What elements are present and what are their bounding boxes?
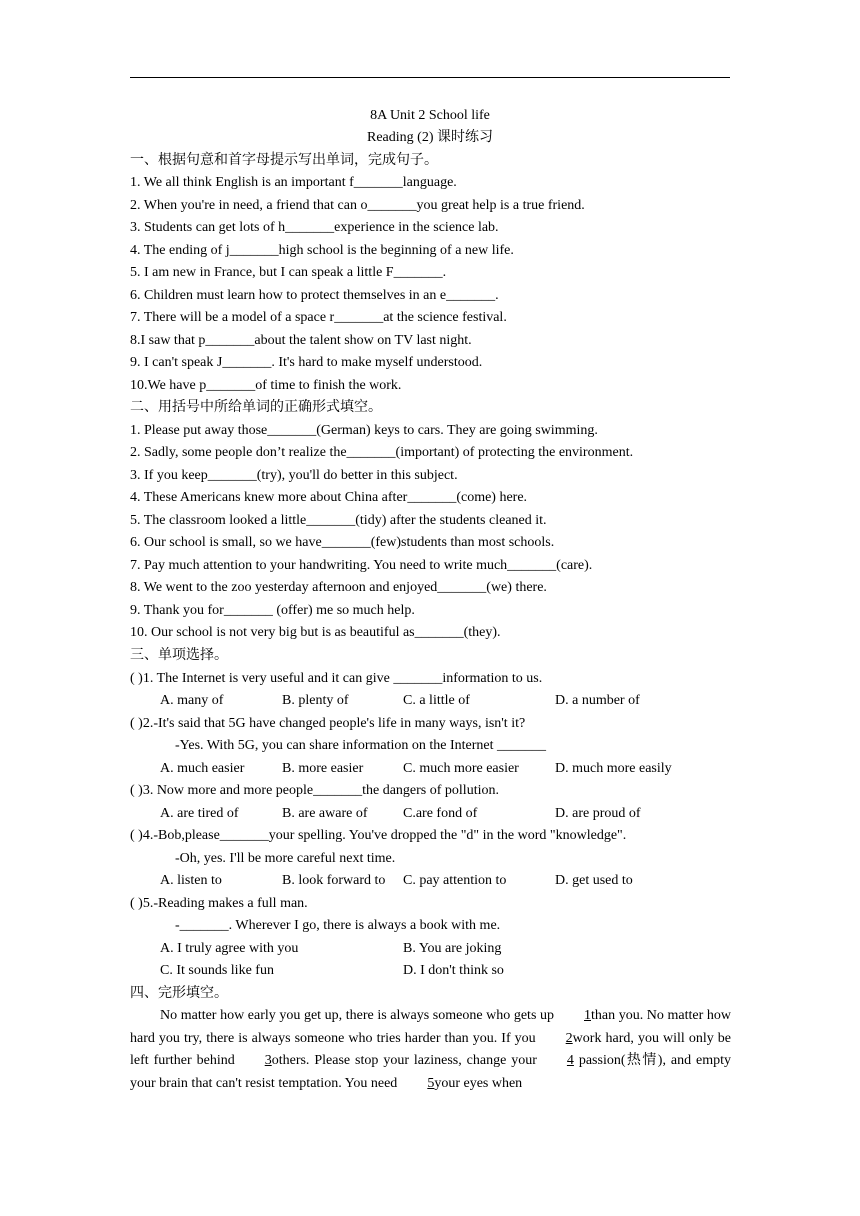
header-rule [130, 77, 730, 78]
question-4-stem: ( )4.-Bob,please_______your spelling. You've dropped the "d" in the word "knowledge". [130, 828, 627, 843]
cloze-blank-4: 4 [566, 1053, 574, 1069]
q4-option-d: D. get used to [555, 873, 633, 888]
q3-option-a: A. are tired of [160, 806, 239, 821]
cloze-text: work hard, you will only be left further behind [130, 1030, 732, 1069]
q3-option-d: D. are proud of [555, 806, 641, 821]
q1-option-b: B. plenty of [282, 693, 349, 708]
question-5-reply: -_______. Wherever I go, there is always a book with me. [175, 918, 501, 933]
q4-option-a: A. listen to [160, 873, 222, 888]
question-3-stem: ( )3. Now more and more people_______the dangers of pollution. [130, 783, 499, 798]
cloze-text: your eyes when [434, 1075, 523, 1091]
q1-option-a: A. many of [160, 693, 224, 708]
section2-item: 6. Our school is small, so we have_______(few)students than most schools. [130, 535, 555, 550]
section2-item: 1. Please put away those_______(German) keys to cars. They are going swimming. [130, 423, 598, 438]
q3-option-c: C.are fond of [403, 806, 478, 821]
q2-option-c: C. much more easier [403, 761, 519, 776]
section4-heading: 四、完形填空。 [130, 986, 228, 1001]
page-title: 8A Unit 2 School life [370, 108, 490, 123]
cloze-blank-1: 1 [584, 1008, 591, 1023]
q2-option-d: D. much more easily [555, 761, 672, 776]
section2-item: 9. Thank you for_______ (offer) me so much help. [130, 603, 415, 618]
section2-item: 10. Our school is not very big but is as beautiful as_______(they). [130, 625, 501, 640]
section1-item: 2. When you're in need, a friend that can o_______you great help is a true friend. [130, 198, 585, 213]
q5-option-b: B. You are joking [403, 941, 502, 956]
q2-option-b: B. more easier [282, 761, 364, 776]
cloze-text: others. Please stop your laziness, change your [271, 1053, 537, 1069]
section1-item: 7. There will be a model of a space r_______at the science festival. [130, 310, 507, 325]
section1-item: 10.We have p_______of time to finish the work. [130, 378, 402, 393]
q1-option-c: C. a little of [403, 693, 470, 708]
q5-option-c: C. It sounds like fun [160, 963, 274, 978]
question-1-stem: ( )1. The Internet is very useful and it can give _______information to us. [130, 671, 543, 686]
section1-item: 9. I can't speak J_______. It's hard to make myself understood. [130, 355, 483, 370]
q4-option-b: B. look forward to [282, 873, 386, 888]
q5-option-d: D. I don't think so [403, 963, 504, 978]
cloze-blank-5: 5 [427, 1075, 435, 1091]
cloze-blank-2: 2 [565, 1030, 573, 1046]
cloze-text: than you. No matter how hard you try, there is always someone who tries harder than you. If you [130, 1008, 731, 1046]
q3-option-b: B. are aware of [282, 806, 368, 821]
section1-item: 8.I saw that p_______about the talent show on TV last night. [130, 333, 472, 348]
section1-item: 6. Children must learn how to protect themselves in an e_______. [130, 288, 499, 303]
section2-item: 2. Sadly, some people don’t realize the_______(important) of protecting the environment. [130, 445, 634, 460]
page-subtitle: Reading (2) 课时练习 [367, 130, 493, 145]
q5-option-a: A. I truly agree with you [160, 941, 299, 956]
section1-item: 1. We all think English is an important f_______language. [130, 175, 457, 190]
section3-heading: 三、单项选择。 [130, 648, 228, 663]
cloze-text: No matter how early you get up, there is always someone who gets up [160, 1008, 554, 1023]
question-2-reply: -Yes. With 5G, you can share information on the Internet _______ [175, 738, 547, 753]
section2-item: 4. These Americans knew more about China after_______(come) here. [130, 490, 528, 505]
q2-option-a: A. much easier [160, 761, 245, 776]
q4-option-c: C. pay attention to [403, 873, 507, 888]
question-5-stem: ( )5.-Reading makes a full man. [130, 896, 308, 911]
section1-heading: 一、根据句意和首字母提示写出单词，完成句子。 [130, 153, 438, 168]
section1-item: 5. I am new in France, but I can speak a little F_______. [130, 265, 447, 280]
section2-item: 7. Pay much attention to your handwriting. You need to write much_______(care). [130, 558, 593, 573]
q1-option-d: D. a number of [555, 693, 640, 708]
section2-item: 5. The classroom looked a little_______(tidy) after the students cleaned it. [130, 513, 547, 528]
section2-heading: 二、用括号中所给单词的正确形式填空。 [130, 400, 382, 415]
section1-item: 4. The ending of j_______high school is the beginning of a new life. [130, 243, 514, 258]
question-2-stem: ( )2.-It's said that 5G have changed people's life in many ways, isn't it? [130, 716, 526, 731]
question-4-reply: -Oh, yes. I'll be more careful next time. [175, 851, 396, 866]
cloze-text: passion(热情), and empty your brain that can't resist temptation. You need [130, 1053, 732, 1091]
cloze-passage [130, 1005, 731, 1095]
section2-item: 8. We went to the zoo yesterday afternoon and enjoyed_______(we) there. [130, 580, 547, 595]
section2-item: 3. If you keep_______(try), you'll do better in this subject. [130, 468, 458, 483]
section1-item: 3. Students can get lots of h_______experience in the science lab. [130, 220, 499, 235]
cloze-blank-3: 3 [264, 1053, 272, 1069]
